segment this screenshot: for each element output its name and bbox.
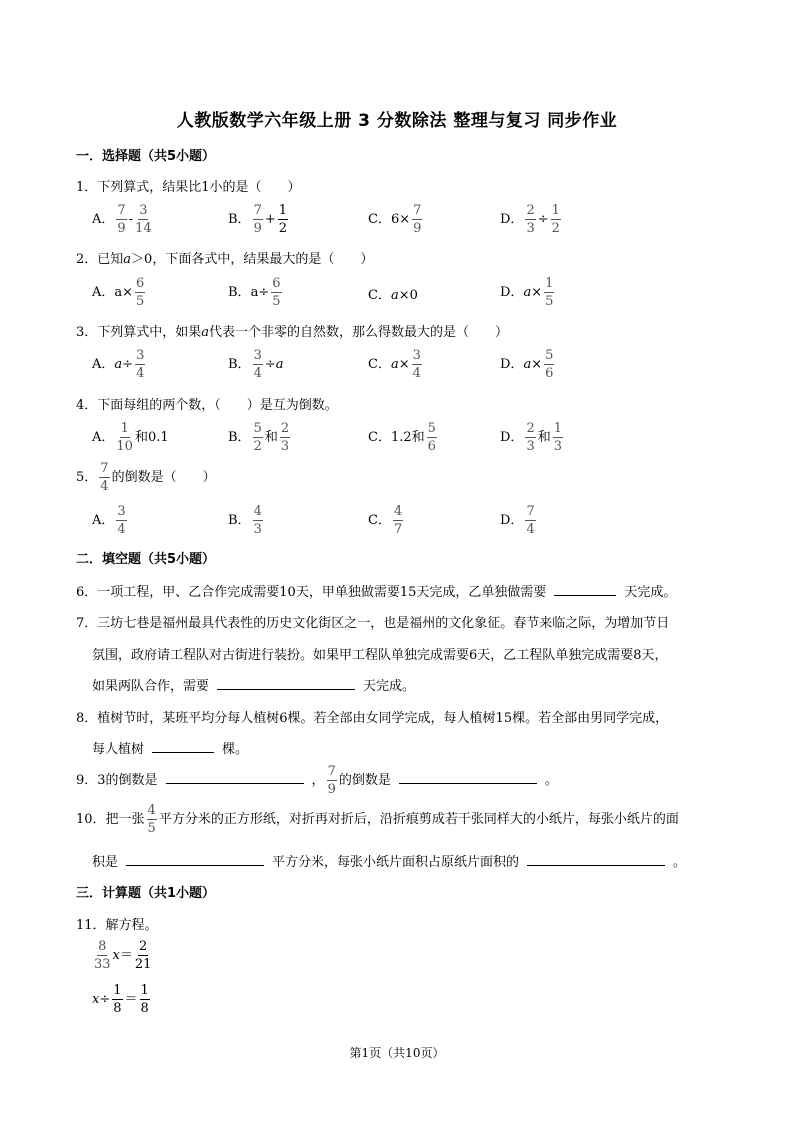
question-3-stem: 3．下列算式中，如果a代表一个非零的自然数，那么得数最大的是（ ） xyxy=(76,325,509,340)
question-5-stem: 5． $\frac{7}{4}$ 的倒数是（ ） xyxy=(76,461,216,494)
fraction: $\frac{6}{5}$ xyxy=(136,276,145,309)
section-heading-choice: 一．选择题（共5小题） xyxy=(76,149,216,164)
fraction: $\frac{7}{9}$ xyxy=(253,203,262,236)
equation-1: $\frac{8}{33}$ x＝ $\frac{2}{21}$ xyxy=(94,939,152,972)
q2-option-b[interactable]: B．a÷ $\frac{6}{5}$ xyxy=(228,276,281,309)
q5-option-c[interactable]: C． $\frac{4}{7}$ xyxy=(368,504,403,537)
section-heading-fill: 二．填空题（共5小题） xyxy=(76,552,216,567)
fraction: $\frac{2}{21}$ xyxy=(134,939,152,972)
fraction: $\frac{7}{9}$ xyxy=(413,203,422,236)
q1-option-b[interactable]: B． $\frac{7}{9}$ + $\frac{1}{2}$ xyxy=(228,203,288,236)
fraction: $\frac{3}{4}$ xyxy=(136,348,145,381)
question-2-stem: 2．已知a＞0，下面各式中，结果最大的是（ ） xyxy=(76,252,374,267)
fraction: $\frac{5}{2}$ xyxy=(253,421,262,454)
question-7-line-3: 如果两队合作，需要 天完成。 xyxy=(92,679,416,694)
answer-blank[interactable] xyxy=(527,853,665,866)
fraction: $\frac{7}{9}$ xyxy=(117,203,126,236)
fraction: $\frac{6}{5}$ xyxy=(272,276,281,309)
fraction: $\frac{1}{2}$ xyxy=(278,203,288,236)
q1-option-a[interactable]: A． $\frac{7}{9}$ - $\frac{3}{14}$ xyxy=(92,203,152,236)
answer-blank[interactable] xyxy=(554,583,616,596)
q4-option-c[interactable]: C．1.2和 $\frac{5}{6}$ xyxy=(368,421,436,454)
q4-option-a[interactable]: A． $\frac{1}{10}$ 和0.1 xyxy=(92,421,169,454)
fraction: $\frac{2}{3}$ xyxy=(526,421,535,454)
page-title: 人教版数学六年级上册 3 分数除法 整理与复习 同步作业 xyxy=(176,111,618,131)
fraction: $\frac{1}{8}$ xyxy=(140,983,149,1016)
fraction: $\frac{7}{4}$ xyxy=(526,504,535,537)
fraction: $\frac{4}{7}$ xyxy=(393,504,403,537)
answer-blank[interactable] xyxy=(126,853,264,866)
fraction: $\frac{3}{4}$ xyxy=(253,348,262,381)
answer-blank[interactable] xyxy=(399,771,537,784)
fraction: $\frac{7}{4}$ xyxy=(100,461,109,494)
q3-option-a[interactable]: A．a÷ $\frac{3}{4}$ xyxy=(92,348,145,381)
fraction: $\frac{1}{3}$ xyxy=(553,421,563,454)
question-1-stem: 1．下列算式，结果比1小的是（ ） xyxy=(76,180,301,195)
q1-option-d[interactable]: D． $\frac{2}{3}$ ÷ $\frac{1}{2}$ xyxy=(500,203,560,236)
question-7-line-1: 7．三坊七巷是福州最具代表性的历史文化街区之一，也是福州的文化象征。春节来临之际，为增加节日 xyxy=(76,616,670,631)
fraction: $\frac{3}{4}$ xyxy=(117,504,126,537)
fraction: $\frac{1}{5}$ xyxy=(545,276,554,309)
fraction: $\frac{1}{2}$ xyxy=(551,203,560,236)
question-10-line-1: 10．把一张 $\frac{4}{5}$ 平方分米的正方形纸，对折再对折后，沿折痕剪成若干张同样大的小纸片，每张小纸片的面 xyxy=(76,803,679,836)
page-footer: 第1页（共10页） xyxy=(349,1046,445,1060)
q5-option-b[interactable]: B． $\frac{4}{3}$ xyxy=(228,504,262,537)
question-4-stem: 4．下面每组的两个数，（ ）是互为倒数。 xyxy=(76,398,338,413)
fraction: $\frac{1}{10}$ xyxy=(116,421,133,454)
section-heading-calc: 三．计算题（共1小题） xyxy=(76,886,216,901)
q2-option-c[interactable]: C．a×0 xyxy=(368,288,418,303)
fraction: $\frac{7}{9}$ xyxy=(327,764,336,797)
equation-2: x÷ $\frac{1}{8}$ ＝ $\frac{1}{8}$ xyxy=(92,983,149,1016)
q5-option-d[interactable]: D． $\frac{7}{4}$ xyxy=(500,504,535,537)
q3-option-b[interactable]: B． $\frac{3}{4}$ ÷a xyxy=(228,348,284,381)
q4-option-b[interactable]: B． $\frac{5}{2}$ 和 $\frac{2}{3}$ xyxy=(228,421,290,454)
question-10-line-2: 积是 平方分米，每张小纸片面积占原纸片面积的 。 xyxy=(92,855,687,870)
answer-blank[interactable] xyxy=(166,771,304,784)
fraction: $\frac{2}{3}$ xyxy=(526,203,535,236)
answer-blank[interactable] xyxy=(217,677,355,690)
fraction: $\frac{5}{6}$ xyxy=(427,421,436,454)
q5-option-a[interactable]: A． $\frac{3}{4}$ xyxy=(92,504,126,537)
fraction: $\frac{2}{3}$ xyxy=(280,421,290,454)
fraction: $\frac{1}{8}$ xyxy=(113,983,122,1016)
question-11-stem: 11．解方程。 xyxy=(76,918,158,933)
fraction: $\frac{3}{4}$ xyxy=(412,348,421,381)
question-9: 9．3的倒数是 ， $\frac{7}{9}$ 的倒数是 。 xyxy=(76,764,558,797)
question-7-line-2: 氛围，政府请工程队对古街进行装扮。如果甲工程队单独完成需要6天，乙工程队单独完成需要8天， xyxy=(92,648,668,663)
q1-option-c[interactable]: C．6× $\frac{7}{9}$ xyxy=(368,203,422,236)
fraction: $\frac{4}{3}$ xyxy=(253,504,262,537)
q4-option-d[interactable]: D． $\frac{2}{3}$ 和 $\frac{1}{3}$ xyxy=(500,421,563,454)
fraction: $\frac{3}{14}$ xyxy=(135,203,152,236)
question-6: 6．一项工程，甲、乙合作完成需要10天，甲单独做需要15天完成，乙单独做需要 天完成。 xyxy=(76,585,677,600)
q3-option-d[interactable]: D．a× $\frac{5}{6}$ xyxy=(500,348,554,381)
fraction: $\frac{5}{6}$ xyxy=(545,348,554,381)
question-8-line-2: 每人植树 棵。 xyxy=(92,742,249,757)
q3-option-c[interactable]: C．a× $\frac{3}{4}$ xyxy=(368,348,421,381)
q2-option-a[interactable]: A．a× $\frac{6}{5}$ xyxy=(92,276,145,309)
q2-option-d[interactable]: D．a× $\frac{1}{5}$ xyxy=(500,276,554,309)
fraction: $\frac{4}{5}$ xyxy=(147,803,156,836)
question-8-line-1: 8．植树节时，某班平均分每人植树6棵。若全部由女同学完成，每人植树15棵。若全部由男同学完成， xyxy=(76,711,669,726)
fraction: $\frac{8}{33}$ xyxy=(94,939,111,972)
answer-blank[interactable] xyxy=(152,740,214,753)
